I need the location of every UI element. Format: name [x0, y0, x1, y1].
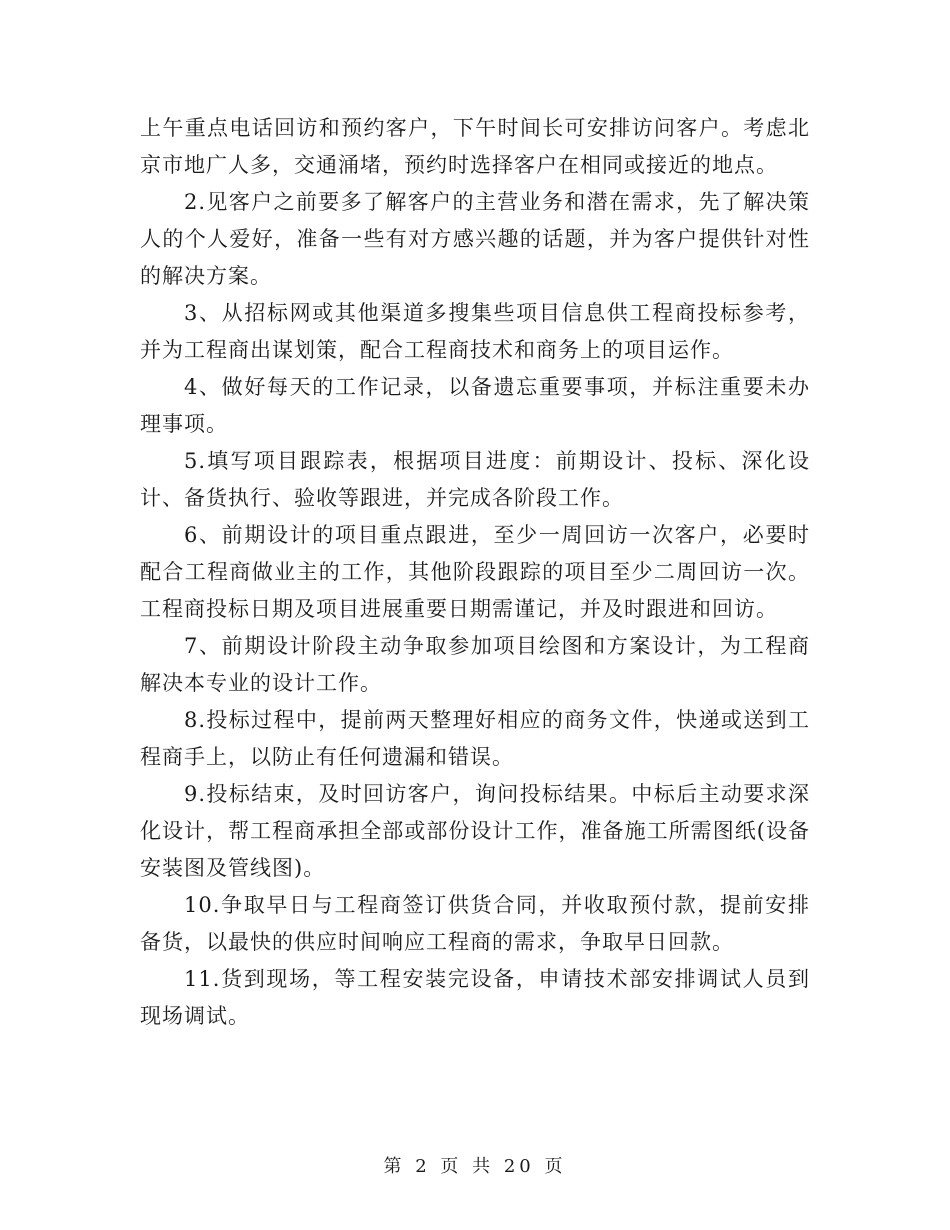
document-body	[140, 110, 810, 1035]
paragraph-item-4: 4、做好每天的工作记录，以备遗忘重要事项，并标注重要未办理事项。	[140, 375, 810, 436]
paragraph-item-6: 6、前期设计的项目重点跟进，至少一周回访一次客户，必要时配合工程商做业主的工作，其他阶段跟踪的项目至少二周回访一次。工程商投标日期及项目进展重要日期需谨记，并及时跟进和回访。	[140, 523, 810, 621]
page-number-footer: 第 2 页 共 20 页	[383, 1156, 567, 1177]
paragraph-item-3: 3、从招标网或其他渠道多搜集些项目信息供工程商投标参考，并为工程商出谋划策，配合工程商技术和商务上的项目运作。	[140, 301, 810, 362]
paragraph-item-11: 11.货到现场，等工程安装完设备，申请技术部安排调试人员到现场调试。	[140, 967, 810, 1028]
paragraph-continuation: 上午重点电话回访和预约客户，下午时间长可安排访问客户。考虑北京市地广人多，交通涌堵，预约时选择客户在相同或接近的地点。	[140, 116, 810, 177]
paragraph-item-2: 2.见客户之前要多了解客户的主营业务和潜在需求，先了解决策人的个人爱好，准备一些有对方感兴趣的话题，并为客户提供针对性的解决方案。	[140, 190, 810, 288]
paragraph-item-9: 9.投标结束，及时回访客户，询问投标结果。中标后主动要求深化设计，帮工程商承担全部或部份设计工作，准备施工所需图纸(设备安装图及管线图)。	[140, 782, 810, 880]
paragraph-item-5: 5.填写项目跟踪表，根据项目进度：前期设计、投标、深化设计、备货执行、验收等跟进，并完成各阶段工作。	[140, 449, 810, 510]
paragraph-item-8: 8.投标过程中，提前两天整理好相应的商务文件，快递或送到工程商手上，以防止有任何遗漏和错误。	[140, 708, 810, 769]
paragraph-item-10: 10.争取早日与工程商签订供货合同，并收取预付款，提前安排备货，以最快的供应时间响应工程商的需求，争取早日回款。	[140, 893, 810, 954]
paragraph-item-7: 7、前期设计阶段主动争取参加项目绘图和方案设计，为工程商解决本专业的设计工作。	[140, 634, 810, 695]
